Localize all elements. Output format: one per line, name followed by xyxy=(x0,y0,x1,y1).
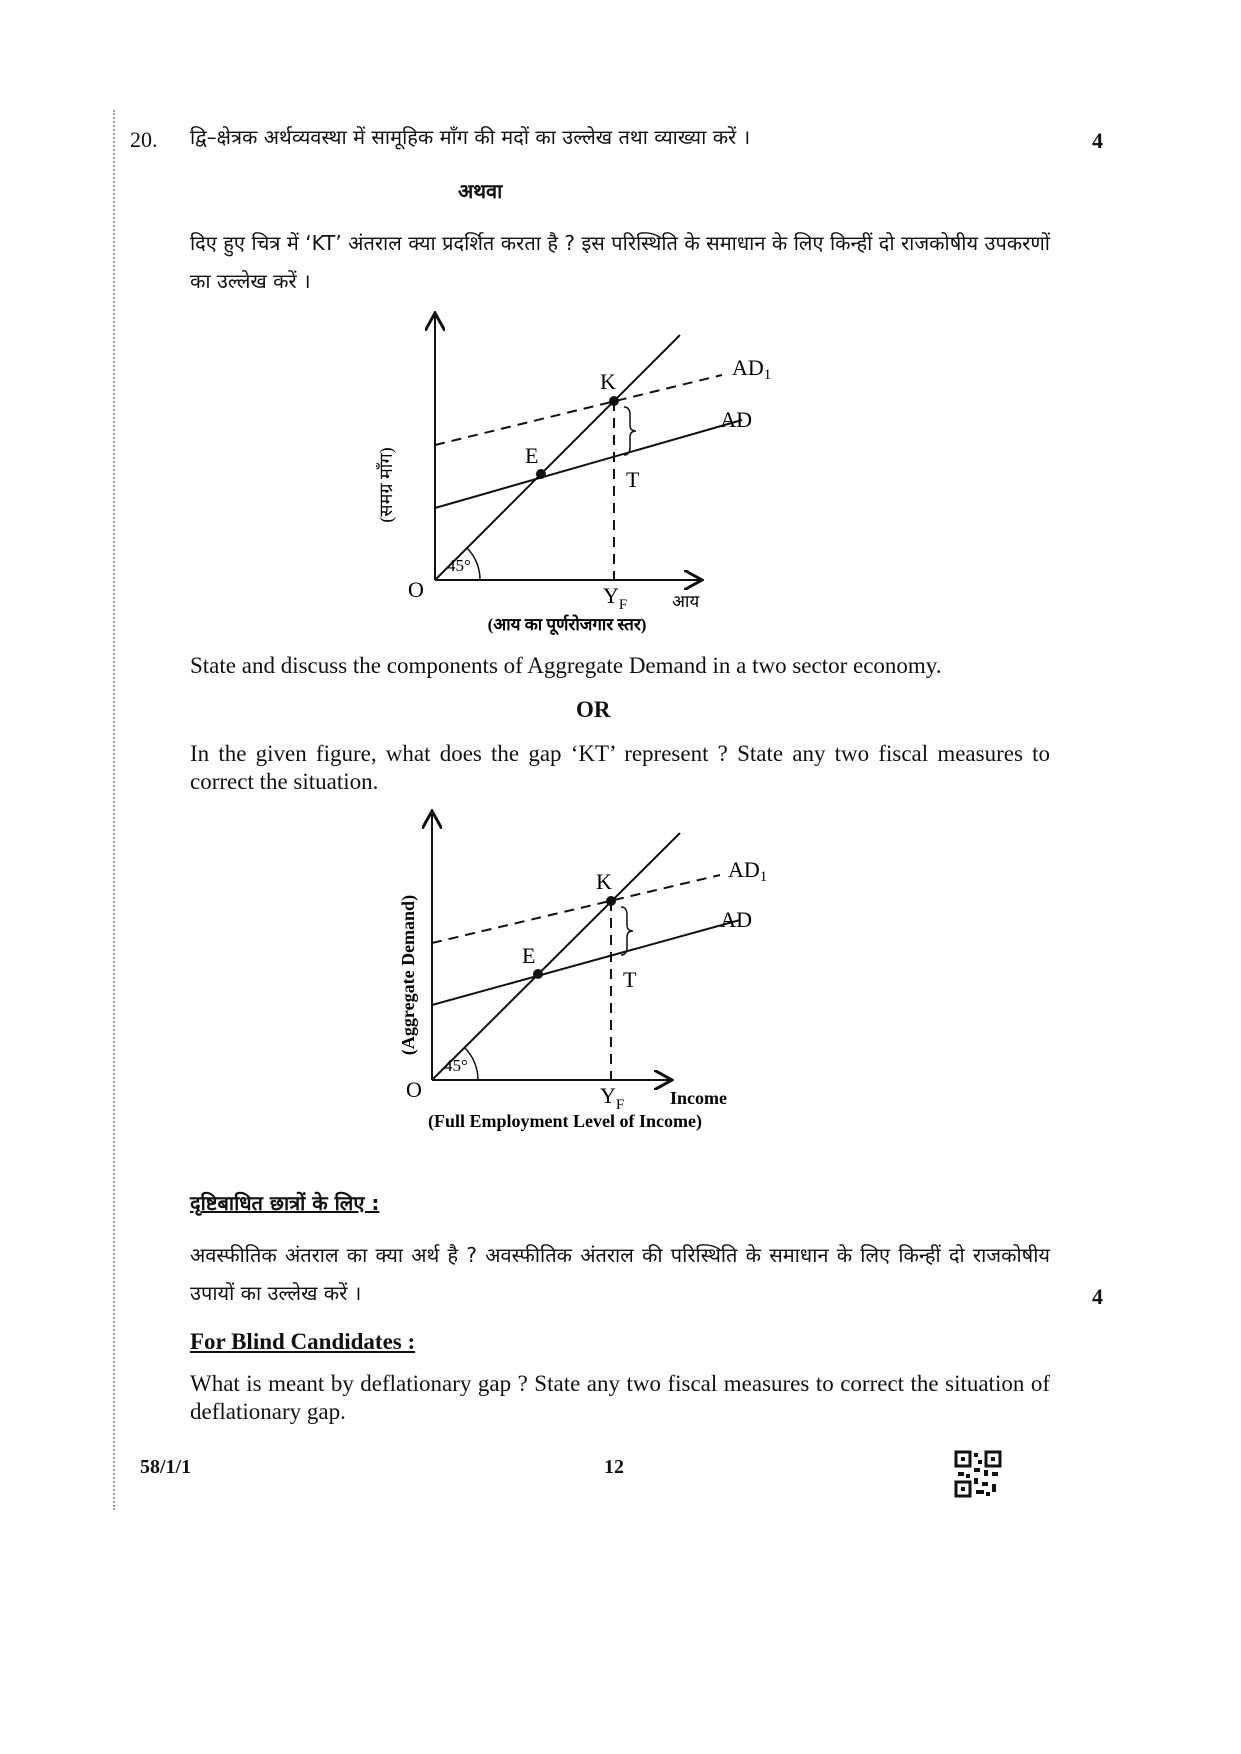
question-number: 20. xyxy=(130,127,158,152)
line-45-degree xyxy=(432,833,680,1080)
blind-english-heading: For Blind Candidates : xyxy=(190,1329,416,1354)
ad1-label-main: AD xyxy=(732,355,764,380)
yf-label xyxy=(600,1083,624,1113)
ad-line xyxy=(432,920,740,1005)
point-k-marker xyxy=(606,896,616,906)
page-number: 12 xyxy=(604,1456,624,1478)
point-k-marker xyxy=(609,396,619,406)
question-hindi-alt: दिए हुए चित्र में ‘KT’ अंतराल क्या प्रदर्शित करता है ? इस परिस्थिति के समाधान के लिए किन्हीं दो राजकोषीय उपकरणों का उल्लेख करें । xyxy=(190,231,1050,293)
ad-label: AD xyxy=(720,407,752,432)
figure-caption: (आय का पूर्णरोजगार स्तर) xyxy=(487,615,647,634)
blind-marks: 4 xyxy=(1092,1284,1103,1309)
point-k-label: K xyxy=(600,369,616,394)
figure-caption: (Full Employment Level of Income) xyxy=(428,1111,702,1131)
blind-hindi-text: अवस्फीतिक अंतराल का क्या अर्थ है ? अवस्फीतिक अंतराल की परिस्थिति के समाधान के लिए किन्हीं दो राजकोषीय उपायों का उल्लेख करें । xyxy=(190,1243,1050,1305)
yf-label-main: Y xyxy=(600,1083,616,1108)
ad1-line xyxy=(435,375,722,445)
x-axis-label: Income xyxy=(670,1088,727,1108)
point-k-label: K xyxy=(596,869,612,894)
yf-label-main: Y xyxy=(603,583,619,608)
y-axis-label: (समग्र माँग) xyxy=(376,447,396,523)
ad1-line xyxy=(432,875,720,943)
angle-label: 45° xyxy=(444,1056,468,1075)
point-t-label: T xyxy=(623,967,637,992)
ad1-label-main: AD xyxy=(728,857,760,882)
hindi-or-label: अथवा xyxy=(458,179,503,203)
question-english-main: State and discuss the components of Aggregate Demand in a two sector economy. xyxy=(190,653,942,678)
ad1-label-sub: 1 xyxy=(759,869,768,885)
qr-code-icon xyxy=(954,1450,1002,1498)
point-e-label: E xyxy=(522,943,536,968)
point-e-marker xyxy=(536,469,546,479)
ad1-label xyxy=(728,857,767,885)
yf-label-sub: F xyxy=(615,1097,625,1113)
line-45-degree xyxy=(435,335,680,580)
point-t-label: T xyxy=(626,467,640,492)
y-axis-label: (Aggregate Demand) xyxy=(398,894,418,1056)
question-marks: 4 xyxy=(1092,128,1103,153)
point-e-label: E xyxy=(525,443,539,468)
blind-hindi-heading: दृष्टिबाधित छात्रों के लिए : xyxy=(190,1191,380,1215)
ad1-label xyxy=(732,355,771,383)
figure-english xyxy=(370,805,768,1140)
angle-label: 45° xyxy=(447,556,471,575)
origin-label: O xyxy=(408,577,424,602)
question-english-alt: In the given figure, what does the gap ‘KT’ represent ? State any two fiscal measures to correct the situation. xyxy=(190,741,1050,794)
english-or-label: OR xyxy=(576,697,611,722)
blind-english-text: What is meant by deflationary gap ? State any two fiscal measures to correct the situation of deflationary gap. xyxy=(190,1371,1050,1424)
margin-dotted-line xyxy=(113,110,115,1510)
point-e-marker xyxy=(533,969,543,979)
ad-line xyxy=(435,420,742,508)
ad1-label-sub: 1 xyxy=(763,367,772,383)
ad-label: AD xyxy=(720,907,752,932)
origin-label: O xyxy=(406,1077,422,1102)
x-axis-label: आय xyxy=(672,592,700,611)
gap-brace xyxy=(624,407,636,455)
figure-hindi xyxy=(370,305,772,635)
gap-brace xyxy=(621,907,633,955)
question-hindi-main: द्वि–क्षेत्रक अर्थव्यवस्था में सामूहिक माँग की मदों का उल्लेख तथा व्याख्या करें । xyxy=(190,125,751,149)
yf-label xyxy=(603,583,627,613)
yf-label-sub: F xyxy=(618,597,628,613)
paper-code: 58/1/1 xyxy=(140,1456,192,1478)
